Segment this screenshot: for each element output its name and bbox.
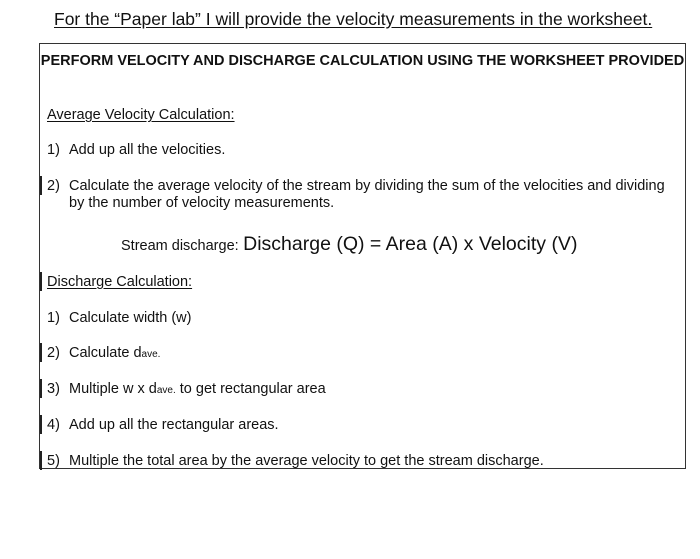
page-header: For the “Paper lab” I will provide the velocity measurements in the worksheet. [54, 9, 653, 29]
step-number: 2) [47, 345, 60, 361]
step-text: Add up all the velocities. [69, 142, 226, 158]
average-step-2 [47, 178, 667, 212]
left-bar-marker [40, 272, 42, 291]
step-text: Add up all the rectangular areas. [69, 417, 279, 433]
stream-discharge-formula [121, 233, 577, 256]
step-text: Calculate the average velocity of the stream by dividing the sum of the velocities and dividing by the number of velocity measurements. [69, 178, 665, 211]
left-bar-marker [40, 343, 42, 362]
left-bar-marker [40, 415, 42, 434]
discharge-step-2 [47, 345, 160, 363]
subscript-ave: ave. [156, 385, 176, 396]
left-bar-marker [40, 379, 42, 398]
step-number: 2) [47, 178, 60, 194]
step-number: 4) [47, 417, 60, 433]
formula-equation: Discharge (Q) = Area (A) x Velocity (V) [243, 233, 578, 255]
step-number: 1) [47, 142, 60, 158]
step-number: 1) [47, 310, 60, 326]
step-text: Calculate d [69, 345, 142, 361]
box-title: PERFORM VELOCITY AND DISCHARGE CALCULATION USING THE WORKSHEET PROVIDED [40, 53, 685, 69]
discharge-step-3 [47, 381, 326, 399]
discharge-calculation-heading: Discharge Calculation: [47, 274, 193, 290]
discharge-step-4 [47, 417, 279, 434]
step-text: Multiple the total area by the average velocity to get the stream discharge. [69, 453, 544, 469]
instruction-box [39, 43, 686, 469]
formula-label: Stream discharge: [121, 238, 239, 254]
average-velocity-heading: Average Velocity Calculation: [47, 107, 235, 123]
subscript-ave: ave. [141, 349, 161, 360]
step-number: 3) [47, 381, 60, 397]
left-bar-marker [40, 451, 42, 470]
left-bar-marker [40, 176, 42, 195]
discharge-step-5 [47, 453, 544, 470]
step-text: Calculate width (w) [69, 310, 192, 326]
discharge-step-1 [47, 310, 192, 327]
step-number: 5) [47, 453, 60, 469]
average-step-1 [47, 142, 225, 159]
step-text-suffix: to get rectangular area [175, 381, 326, 397]
step-text: Multiple w x d [69, 381, 157, 397]
